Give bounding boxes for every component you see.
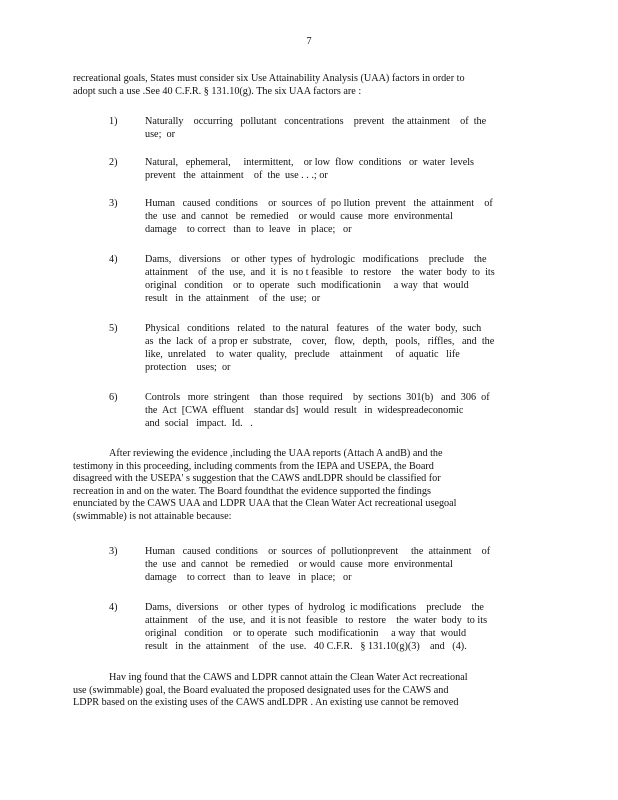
- closing-paragraph: [73, 672, 535, 710]
- factor-line: the use and cannot be remedied or would cause more environmental: [145, 211, 453, 222]
- board-paragraph: [73, 448, 535, 524]
- paragraph-line: recreation in and on the water. The Board foundthat the evidence supported the findings: [73, 485, 431, 497]
- reason-line: Dams, diversions or other types of hydrolog ic modifications preclude the: [145, 602, 484, 613]
- paragraph-line: After reviewing the evidence ,including the UAA reports (Attach A andB) and the: [109, 448, 443, 459]
- factor-line: the Act [CWA effluent standar ds] would result in widespreadeconomic: [145, 405, 464, 416]
- factor-line: like, unrelated to water quality, preclude attainment of aquatic life: [145, 349, 460, 360]
- intro-paragraph: [73, 73, 535, 98]
- factor-line: prevent the attainment of the use . . .; or: [145, 170, 328, 181]
- intro-line: adopt such a use .See 40 C.F.R. § 131.10(g). The six UAA factors are :: [73, 85, 362, 97]
- factor-line: Dams, diversions or other types of hydrologic modifications preclude the: [145, 254, 487, 265]
- factor-line: Human caused conditions or sources of po llution prevent the attainment of: [145, 198, 493, 209]
- factor-line: and social impact. Id. .: [145, 418, 253, 429]
- factor-number: 4): [109, 254, 118, 265]
- reason-number: 4): [109, 602, 118, 613]
- paragraph-line: Hav ing found that the CAWS and LDPR cannot attain the Clean Water Act recreational: [109, 672, 468, 683]
- reason-line: Human caused conditions or sources of pollutionprevent the attainment of: [145, 546, 491, 557]
- factor-number: 5): [109, 323, 118, 334]
- factor-number: 2): [109, 157, 118, 168]
- reason-number: 3): [109, 546, 118, 557]
- factor-line: Physical conditions related to the natural features of the water body, such: [145, 323, 482, 334]
- paragraph-line: (swimmable) is not attainable because:: [73, 510, 232, 522]
- factor-line: Naturally occurring pollutant concentrations prevent the attainment of the: [145, 116, 487, 127]
- paragraph-line: use (swimmable) goal, the Board evaluated the proposed designated uses for the CAWS and: [73, 684, 449, 696]
- factor-number: 1): [109, 116, 118, 127]
- paragraph-line: disagreed with the USEPA' s suggestion that the CAWS andLDPR should be classified for: [73, 473, 441, 485]
- factor-line: protection uses; or: [145, 362, 231, 373]
- paragraph-line: enunciated by the CAWS UAA and LDPR UAA that the Clean Water Act recreational usegoal: [73, 498, 457, 510]
- factor-line: damage to correct than to leave in place; or: [145, 224, 352, 235]
- factor-line: Natural, ephemeral, intermittent, or low flow conditions or water levels: [145, 157, 475, 168]
- factor-line: result in the attainment of the use; or: [145, 293, 321, 304]
- reason-line: damage to correct than to leave in place; or: [145, 572, 352, 583]
- paragraph-line: LDPR based on the existing uses of the CAWS andLDPR . An existing use cannot be removed: [73, 697, 459, 709]
- reason-line: attainment of the use, and it is not feasible to restore the water body to its: [145, 615, 488, 626]
- factor-line: as the lack of a prop er substrate, cover, flow, depth, pools, riffles, and the: [145, 336, 495, 347]
- intro-line: recreational goals, States must consider six Use Attainability Analysis (UAA) factors in order to: [73, 73, 465, 84]
- reason-line: result in the attainment of the use. 40 C.F.R. § 131.10(g)(3) and (4).: [145, 641, 467, 652]
- factor-number: 3): [109, 198, 118, 209]
- factor-line: Controls more stringent than those required by sections 301(b) and 306 of: [145, 392, 490, 403]
- reason-line: the use and cannot be remedied or would cause more environmental: [145, 559, 453, 570]
- page-number: 7: [306, 36, 312, 47]
- factor-line: original condition or to operate such modificationin a way that would: [145, 280, 469, 291]
- factor-line: use; or: [145, 129, 175, 140]
- paragraph-line: testimony in this proceeding, including comments from the IEPA and USEPA, the Board: [73, 460, 434, 472]
- factor-number: 6): [109, 392, 118, 403]
- factor-line: attainment of the use, and it is no t feasible to restore the water body to its: [145, 267, 495, 278]
- reason-line: original condition or to operate such modificationin a way that would: [145, 628, 467, 639]
